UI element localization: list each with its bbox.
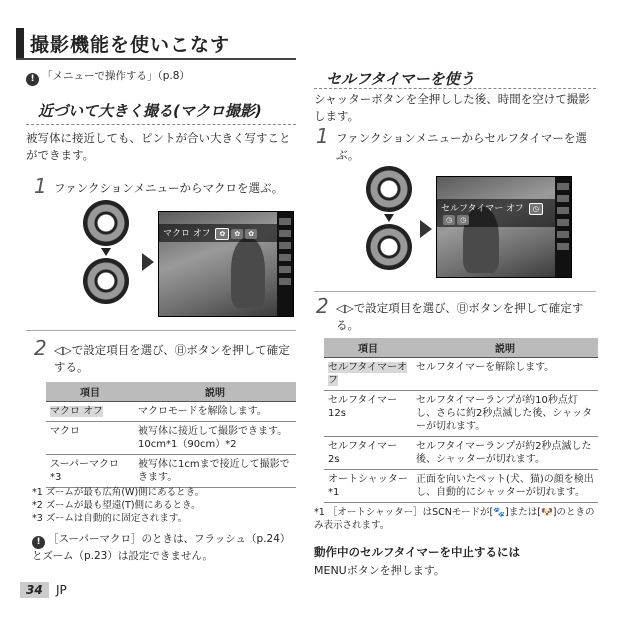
function-menu-strip [437,199,555,227]
table-cell-desc: セルフタイマーを解除します。 [412,358,598,391]
table-row [324,358,598,391]
note-icon: ! [26,73,39,86]
self-timer-step2-text: ◁▷で設定項目を選び、㊐ボタンを押して確定する。 [336,301,584,332]
macro-note-text: ［スーパーマクロ］のときは、フラッシュ（p.24）とズーム（p.23）は設定できません。 [32,533,291,562]
table-cell-item: スーパーマクロ*3 [46,455,134,488]
camera-photo [437,177,555,277]
table-header: 項目 [46,382,134,402]
table-cell-desc: 被写体に接近して撮影できます。10cm*1（90cm）*2 [134,422,296,455]
table-row [46,455,296,488]
title-underline [16,58,296,60]
table-cell-desc: 被写体に1cmまで接近して撮影できます。 [134,455,296,488]
step-divider [314,291,596,292]
timer-2s-option-icon: ◷ [457,215,469,225]
table-cell-item: マクロ [46,422,134,455]
language-code: JP [56,583,67,597]
table-cell-item: セルフタイマー12s [324,391,412,437]
table-header: 説明 [134,382,296,402]
macro-note [32,532,297,563]
macro-camera-screen [158,211,294,317]
macro-option-icon: ✿ [231,229,243,239]
macro-step2-text: ◁▷で設定項目を選び、㊐ボタンを押して確定する。 [54,343,290,374]
reference-note [26,68,190,86]
arrow-right-icon [142,253,154,271]
reference-note-text: 「メニューで操作する」（p.8） [42,70,190,82]
control-dial-icon [366,224,412,270]
table-row [324,391,598,437]
table-cell-item: セルフタイマーオフ [328,362,407,386]
table-header: 項目 [324,338,412,358]
control-dial-icon [83,258,129,304]
camera-side-icons [555,177,571,277]
title-bar-accent [16,28,24,58]
table-cell-desc: セルフタイマーランプが約10秒点灯し、さらに約2秒点滅した後、シャッターが切れます。 [412,391,598,437]
self-timer-step1-number: 1 [316,124,329,148]
macro-screen-label: マクロ オフ [163,229,211,239]
self-timer-screen-label: セルフタイマー オフ [441,204,524,214]
table-row [46,422,296,455]
table-header: 説明 [412,338,598,358]
note-icon: ! [32,536,45,549]
macro-step1-text: ファンクションメニューからマクロを選ぶ。 [54,181,284,195]
self-timer-settings-table [324,338,598,503]
self-timer-step1-text: ファンクションメニューからセルフタイマーを選ぶ。 [336,131,587,162]
table-row [46,402,296,422]
self-timer-camera-screen [436,176,572,278]
footnote: *1 ズームが最も広角(W)側にあるとき。 [32,487,205,498]
self-timer-heading: セルフタイマーを使う [326,70,475,88]
table-cell-item: マクロ オフ [50,406,103,417]
table-row [324,470,598,503]
self-timer-footnote: *1 ［オートシャッター］はSCNモードが[🐾]または[🐶]のときのみ表示されます。 [314,507,595,531]
self-timer-step2-number: 2 [316,294,329,318]
page-title: 撮影機能を使いこなす [30,34,231,56]
arrow-down-icon [101,248,111,256]
super-macro-option-icon: ✿ [245,229,257,239]
self-timer-intro: シャッターボタンを全押しした後、時間を空けて撮影します。 [314,92,590,123]
cancel-text: MENUボタンを押します。 [314,564,445,577]
arrow-right-icon [420,220,432,238]
table-row [324,437,598,470]
table-cell-desc: セルフタイマーランプが約2秒点滅した後、シャッターが切れます。 [412,437,598,470]
function-menu-strip [159,224,277,242]
macro-settings-table [46,382,296,488]
macro-heading: 近づいて大きく撮る(マクロ撮影) [38,102,262,120]
timer-off-option-icon: ◷ [529,203,543,215]
table-cell-item: セルフタイマー2s [324,437,412,470]
macro-option-icon: ✿ [215,228,229,240]
macro-heading-rule [26,124,296,125]
step-divider [26,330,296,331]
table-cell-item: オートシャッター*1 [324,470,412,503]
footnote: *2 ズームが最も望遠(T)側にあるとき。 [32,500,201,511]
macro-intro: 被写体に接近しても、ピントが合い大きく写すことができます。 [26,131,291,162]
self-timer-heading-rule [314,88,596,89]
macro-step2-number: 2 [34,336,47,360]
control-dial-icon [366,166,412,212]
timer-12s-option-icon: ◷ [443,215,455,225]
cancel-heading: 動作中のセルフタイマーを中止するには [314,545,520,559]
macro-step1-number: 1 [34,174,47,198]
arrow-down-icon [384,214,394,222]
camera-side-icons [277,212,293,316]
table-cell-desc: マクロモードを解除します。 [134,402,296,422]
macro-footnotes [32,486,297,525]
footnote: *3 ズームは自動的に固定されます。 [32,513,188,524]
control-dial-icon [83,200,129,246]
table-cell-desc: 正面を向いたペット(犬、猫)の顔を検出し、自動的にシャッターが切れます。 [412,470,598,503]
page-number: 34 [20,582,49,598]
